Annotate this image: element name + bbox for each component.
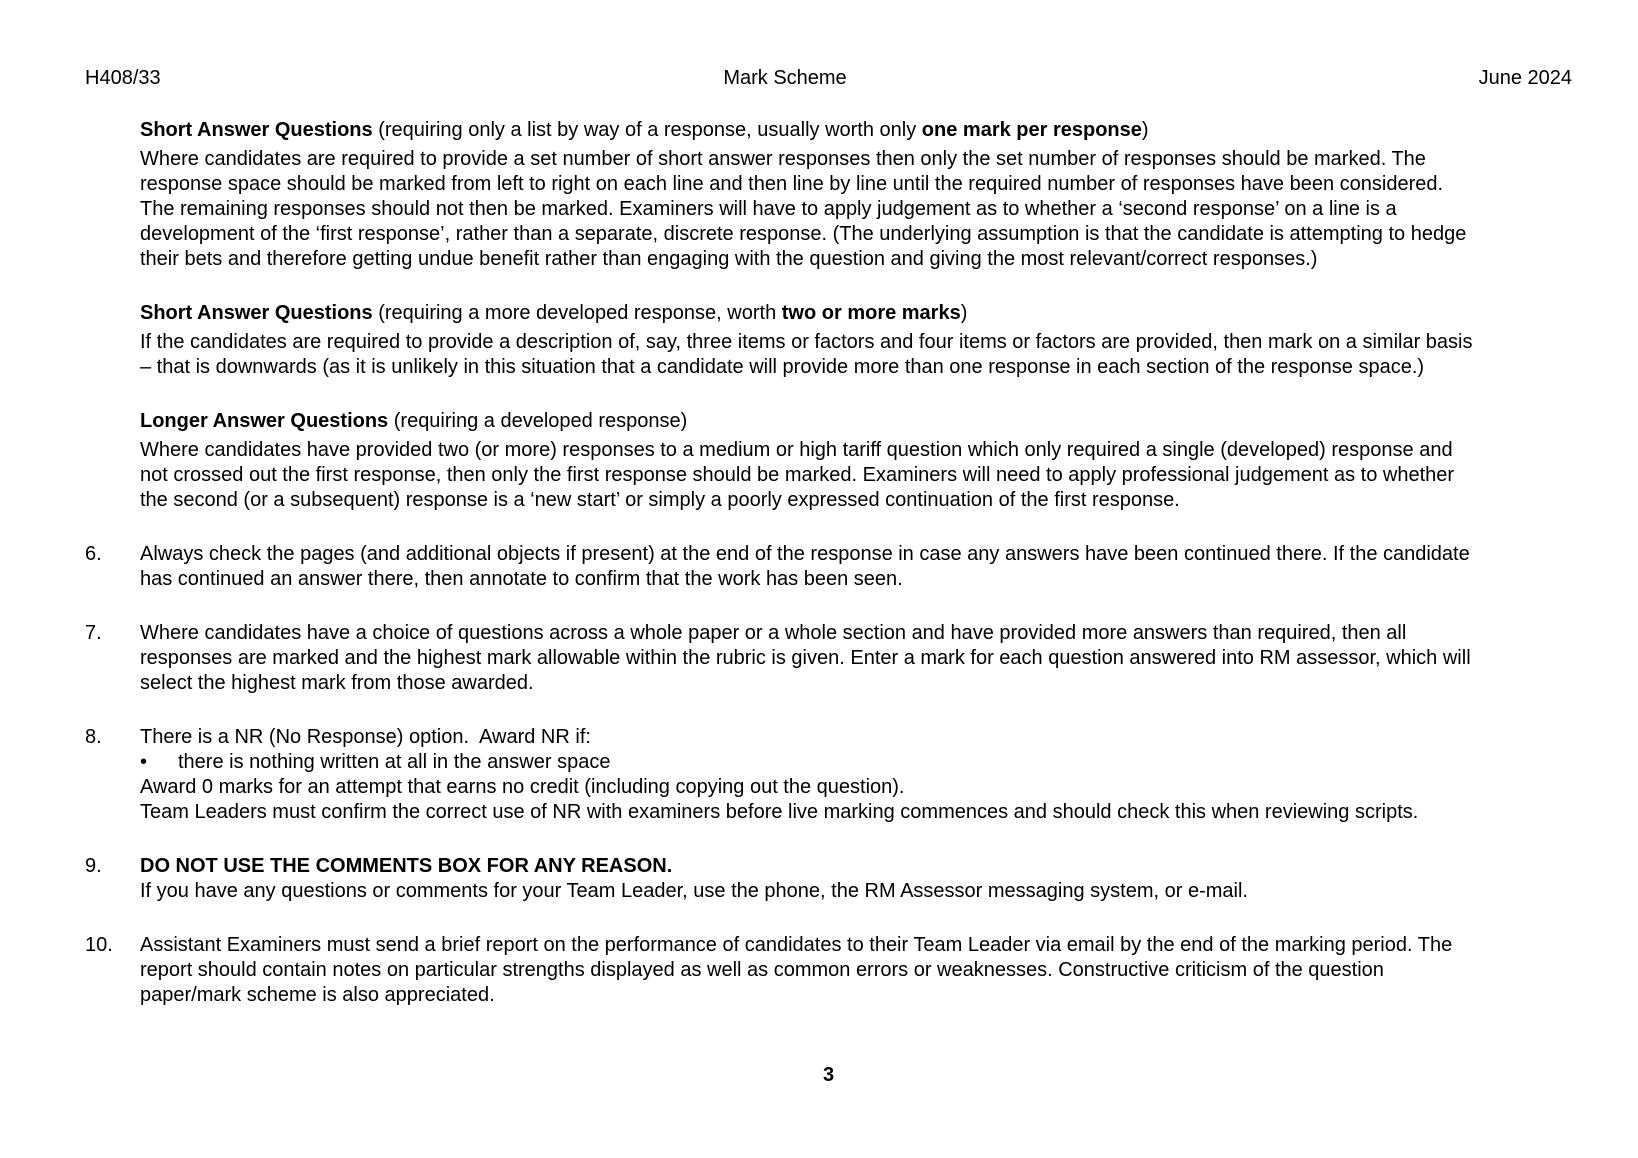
- text: (requiring a more developed response, worth: [372, 302, 782, 324]
- text: Where candidates have a choice of questions across a whole paper or a whole section and have provided more answers than required, then all: [140, 622, 1407, 644]
- item-line: [140, 800, 1572, 825]
- paragraph-line: [140, 330, 1572, 355]
- paragraph-line: [140, 438, 1572, 463]
- item-line: [140, 621, 1572, 646]
- item-number: 9.: [85, 855, 102, 877]
- item-line: [140, 879, 1572, 904]
- text: select the highest mark from those awarded.: [140, 672, 534, 694]
- text: paper/mark scheme is also appreciated.: [140, 984, 495, 1006]
- item-line: [140, 671, 1572, 696]
- doc-session: June 2024: [1478, 67, 1572, 89]
- text: Always check the pages (and additional objects if present) at the end of the response in case any answers have been continued there. If the candidate: [140, 543, 1470, 565]
- bold-text: Longer Answer Questions: [140, 410, 389, 432]
- item-number: 7.: [85, 622, 102, 644]
- paragraph-line: [140, 247, 1572, 272]
- item-body: [140, 621, 1572, 696]
- bold-text: two or more marks: [781, 302, 961, 324]
- bold-text: one mark per response: [921, 119, 1142, 141]
- text: the second (or a subsequent) response is a ‘new start’ or simply a poorly expressed continuation of the first response.: [140, 489, 1180, 511]
- section-heading: [140, 409, 1572, 434]
- item-body: [140, 725, 1572, 825]
- text: there is nothing written at all in the answer space: [178, 751, 611, 773]
- text: their bets and therefore getting undue benefit rather than engaging with the question and giving the most relevant/correct responses.): [140, 248, 1318, 270]
- item-line: [140, 933, 1572, 958]
- text: responses are marked and the highest mark allowable within the rubric is given. Enter a mark for each question answered into RM assessor, which will: [140, 647, 1471, 669]
- bullet-icon: •: [140, 751, 148, 773]
- text: Where candidates have provided two (or more) responses to a medium or high tariff question which only required a single (developed) response and: [140, 439, 1453, 461]
- item-line: [140, 750, 1572, 775]
- text: Where candidates are required to provide a set number of short answer responses then only the set number of responses should be marked. The: [140, 148, 1426, 170]
- paragraph-line: [140, 463, 1572, 488]
- section-heading: [140, 301, 1572, 326]
- text: report should contain notes on particular strengths displayed as well as common errors or weaknesses. Constructive criticism of the question: [140, 959, 1384, 981]
- paragraph-line: [140, 222, 1572, 247]
- paragraph-line: [140, 488, 1572, 513]
- item-number: 8.: [85, 726, 102, 748]
- text: development of the ‘first response’, rather than a separate, discrete response. (The underlying assumption is that the candidate is attempting to hedge: [140, 223, 1467, 245]
- item-number: 6.: [85, 543, 102, 565]
- paragraph-line: [140, 355, 1572, 380]
- numbered-item: [85, 933, 1572, 1008]
- text: ): [960, 302, 968, 324]
- doc-title: Mark Scheme: [723, 67, 847, 89]
- item-number: 10.: [85, 934, 113, 956]
- bold-text: Short Answer Questions: [140, 119, 373, 141]
- page-footer: [85, 1063, 1572, 1088]
- item-body: [140, 542, 1572, 592]
- bold-text: DO NOT USE THE COMMENTS BOX FOR ANY REASON.: [140, 855, 673, 877]
- page-number: 3: [822, 1064, 835, 1086]
- bold-text: Short Answer Questions: [140, 302, 373, 324]
- section-block: [85, 118, 1572, 272]
- doc-code: H408/33: [85, 67, 161, 89]
- item-line: [140, 542, 1572, 567]
- item-line: [140, 567, 1572, 592]
- text: has continued an answer there, then annotate to confirm that the work has been seen.: [140, 568, 903, 590]
- numbered-item: [85, 542, 1572, 592]
- text: Assistant Examiners must send a brief report on the performance of candidates to their Team Leader via email by the end of the marking period. The: [140, 934, 1453, 956]
- text: – that is downwards (as it is unlikely in this situation that a candidate will provide more than one response in each section of the response space.): [140, 356, 1425, 378]
- numbered-item: [85, 621, 1572, 696]
- paragraph-line: [140, 172, 1572, 197]
- section-heading: [140, 118, 1572, 143]
- text: response space should be marked from left to right on each line and then line by line until the required number of responses have been considered.: [140, 173, 1444, 195]
- text: The remaining responses should not then be marked. Examiners will have to apply judgement as to whether a ‘second response’ on a line is a: [140, 198, 1397, 220]
- item-line: [140, 854, 1572, 879]
- item-line: [140, 958, 1572, 983]
- numbered-item: [85, 725, 1572, 825]
- item-line: [140, 775, 1572, 800]
- item-body: [140, 854, 1572, 904]
- item-body: [140, 933, 1572, 1008]
- text: (requiring only a list by way of a response, usually worth only: [372, 119, 922, 141]
- paragraph-line: [140, 197, 1572, 222]
- numbered-item: [85, 854, 1572, 904]
- section-block: [85, 301, 1572, 380]
- section-block: [85, 409, 1572, 513]
- item-line: [140, 983, 1572, 1008]
- text: If the candidates are required to provide a description of, say, three items or factors and four items or factors are provided, then mark on a similar basis: [140, 331, 1473, 353]
- paragraph-line: [140, 147, 1572, 172]
- text: (requiring a developed response): [388, 410, 688, 432]
- text: Team Leaders must confirm the correct use of NR with examiners before live marking commences and should check this when reviewing scripts.: [140, 801, 1419, 823]
- text: Award 0 marks for an attempt that earns no credit (including copying out the question).: [140, 776, 905, 798]
- page-header: [85, 66, 1572, 91]
- item-line: [140, 725, 1572, 750]
- text: If you have any questions or comments for your Team Leader, use the phone, the RM Assessor messaging system, or e-mail.: [140, 880, 1248, 902]
- text: not crossed out the first response, then only the first response should be marked. Examiners will need to apply professional judgement as to whether: [140, 464, 1455, 486]
- item-line: [140, 646, 1572, 671]
- document-content: [85, 118, 1572, 1037]
- text: ): [1141, 119, 1149, 141]
- text: There is a NR (No Response) option. Award NR if:: [140, 726, 591, 748]
